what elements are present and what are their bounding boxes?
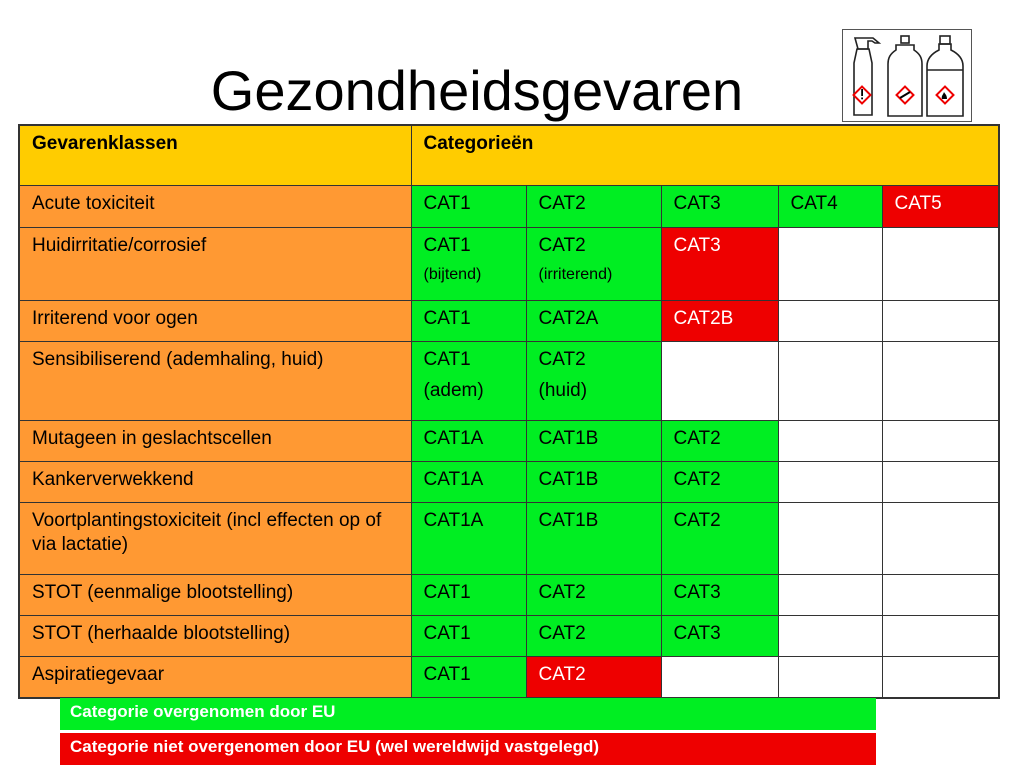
legend-not-adopted: Categorie niet overgenomen door EU (wel wereldwijd vastgelegd) xyxy=(60,733,876,765)
category-cell xyxy=(882,420,999,461)
category-cell xyxy=(411,420,526,461)
category-cell xyxy=(526,300,661,341)
category-note: (huid) xyxy=(538,379,588,401)
category-cell xyxy=(661,185,778,227)
table-row xyxy=(19,656,999,698)
category-note: (bijtend) xyxy=(423,265,482,283)
spray-bottle-icon xyxy=(854,38,879,115)
category-label: CAT3 xyxy=(673,581,721,603)
category-cell xyxy=(778,227,882,300)
category-label: CAT1 xyxy=(423,663,471,685)
category-note: (adem) xyxy=(423,379,484,401)
category-cell xyxy=(411,574,526,615)
category-cell xyxy=(882,656,999,698)
category-cell xyxy=(411,502,526,574)
category-cell xyxy=(882,461,999,502)
hazard-class-label: Acute toxiciteit xyxy=(19,185,411,227)
hazard-class-label: Aspiratiegevaar xyxy=(19,656,411,698)
table-header-row xyxy=(19,125,999,185)
hazard-class-label: Sensibiliserend (ademhaling, huid) xyxy=(19,341,411,420)
category-cell xyxy=(661,656,778,698)
hazard-class-label: Irriterend voor ogen xyxy=(19,300,411,341)
category-cell xyxy=(411,300,526,341)
category-cell xyxy=(882,300,999,341)
hazard-class-label: Kankerverwekkend xyxy=(19,461,411,502)
category-cell xyxy=(778,615,882,656)
flame-pictogram xyxy=(937,87,954,104)
category-label: CAT2 xyxy=(538,234,586,256)
category-cell xyxy=(411,341,526,420)
hazard-class-label: STOT (eenmalige blootstelling) xyxy=(19,574,411,615)
table-row xyxy=(19,502,999,574)
category-label: CAT1 xyxy=(423,348,471,370)
category-cell xyxy=(778,656,882,698)
table-row xyxy=(19,420,999,461)
hazard-class-label: Huidirritatie/corrosief xyxy=(19,227,411,300)
category-cell xyxy=(526,341,661,420)
category-label: CAT2 xyxy=(538,581,586,603)
category-cell xyxy=(526,420,661,461)
category-label: CAT1B xyxy=(538,468,599,490)
hazard-classes-table xyxy=(18,124,1000,699)
hazard-class-label: STOT (herhaalde blootstelling) xyxy=(19,615,411,656)
category-label: CAT3 xyxy=(673,234,721,256)
table-row xyxy=(19,615,999,656)
category-cell xyxy=(526,656,661,698)
category-label: CAT2 xyxy=(673,468,721,490)
category-label: CAT4 xyxy=(790,192,838,214)
category-label: CAT1B xyxy=(538,509,599,531)
category-cell xyxy=(882,227,999,300)
category-label: CAT2 xyxy=(538,348,586,370)
category-label: CAT1 xyxy=(423,581,471,603)
category-label: CAT1A xyxy=(423,509,484,531)
category-label: CAT2 xyxy=(538,192,586,214)
category-cell xyxy=(526,185,661,227)
header-categories: Categorieën xyxy=(411,125,999,185)
category-label: CAT1B xyxy=(538,427,599,449)
category-cell xyxy=(411,185,526,227)
category-label: CAT3 xyxy=(673,192,721,214)
category-label: CAT2B xyxy=(673,307,734,329)
hazard-class-label: Voortplantingstoxiciteit (incl effecten op of via lactatie) xyxy=(19,502,411,574)
table-row xyxy=(19,574,999,615)
category-cell xyxy=(661,420,778,461)
category-cell xyxy=(526,227,661,300)
category-cell xyxy=(661,341,778,420)
page-title: Gezondheidsgevaren xyxy=(210,59,744,122)
category-cell xyxy=(526,574,661,615)
category-label: CAT5 xyxy=(894,192,942,214)
category-cell xyxy=(882,502,999,574)
category-cell xyxy=(526,615,661,656)
category-cell xyxy=(778,341,882,420)
category-cell xyxy=(882,574,999,615)
category-note: (irriterend) xyxy=(538,265,613,283)
category-label: CAT2A xyxy=(538,307,599,329)
category-label: CAT1 xyxy=(423,234,471,256)
category-cell xyxy=(526,502,661,574)
category-cell xyxy=(778,420,882,461)
category-cell xyxy=(661,502,778,574)
table-row xyxy=(19,300,999,341)
exclamation-pictogram xyxy=(854,87,871,104)
category-label: CAT1 xyxy=(423,622,471,644)
category-label: CAT2 xyxy=(673,427,721,449)
table-row xyxy=(19,185,999,227)
category-label: CAT3 xyxy=(673,622,721,644)
table-row xyxy=(19,461,999,502)
category-cell xyxy=(778,300,882,341)
category-cell xyxy=(411,656,526,698)
category-label: CAT1 xyxy=(423,307,471,329)
category-cell xyxy=(661,574,778,615)
category-cell xyxy=(661,227,778,300)
category-cell xyxy=(411,615,526,656)
category-cell xyxy=(882,615,999,656)
category-cell xyxy=(882,185,999,227)
category-cell xyxy=(411,461,526,502)
category-label: CAT2 xyxy=(538,663,586,685)
category-cell xyxy=(778,502,882,574)
category-label: CAT2 xyxy=(673,509,721,531)
category-cell xyxy=(526,461,661,502)
category-cell xyxy=(411,227,526,300)
category-label: CAT1A xyxy=(423,427,484,449)
legend-adopted: Categorie overgenomen door EU xyxy=(60,698,876,730)
category-cell xyxy=(882,341,999,420)
category-cell xyxy=(661,300,778,341)
category-cell xyxy=(778,185,882,227)
category-cell xyxy=(778,574,882,615)
table-row xyxy=(19,227,999,300)
category-cell xyxy=(661,615,778,656)
hazard-products-logo xyxy=(842,29,972,122)
hazard-class-label: Mutageen in geslachtscellen xyxy=(19,420,411,461)
category-cell xyxy=(778,461,882,502)
corrosion-pictogram xyxy=(897,87,914,104)
category-cell xyxy=(661,461,778,502)
header-hazard-classes: Gevarenklassen xyxy=(19,125,411,185)
table-row xyxy=(19,341,999,420)
category-label: CAT1A xyxy=(423,468,484,490)
category-label: CAT2 xyxy=(538,622,586,644)
category-label: CAT1 xyxy=(423,192,471,214)
